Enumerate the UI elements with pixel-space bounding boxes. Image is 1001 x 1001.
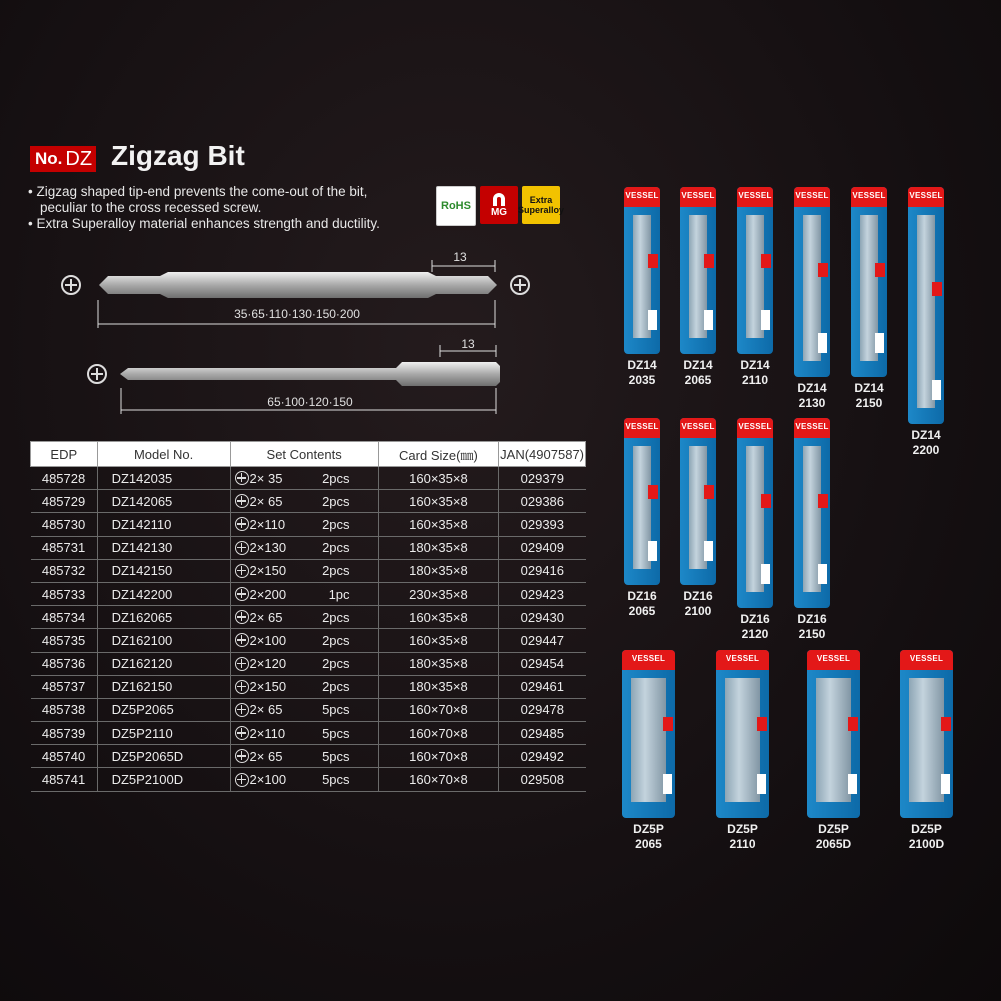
package-label <box>841 381 897 411</box>
set-spec: 2× 65 <box>249 702 283 718</box>
package-size: 2200 <box>912 443 940 457</box>
set-cell <box>230 698 378 721</box>
table-row <box>31 467 586 490</box>
model-cell: DZ142200 <box>97 582 230 605</box>
set-cell <box>230 722 378 745</box>
card-cell: 160×70×8 <box>378 698 499 721</box>
brand-label: VESSEL <box>625 422 659 431</box>
phillips-icon <box>235 564 249 578</box>
package-series: DZ14 <box>740 358 770 372</box>
set-spec: 2×110 <box>249 725 286 741</box>
package-size: 2120 <box>741 627 769 641</box>
card-cell: 160×35×8 <box>378 467 499 490</box>
table-row <box>31 536 586 559</box>
set-pcs: 2pcs <box>322 470 350 486</box>
card-cell: 160×70×8 <box>378 722 499 745</box>
set-spec: 2×100 <box>249 632 287 648</box>
package-label <box>670 589 726 619</box>
product-package <box>900 650 953 818</box>
spec-table <box>30 441 586 792</box>
phillips-icon <box>235 494 249 508</box>
set-spec: 2×130 <box>249 540 287 556</box>
package-window <box>725 678 760 802</box>
package-series: DZ16 <box>740 612 770 626</box>
package-size: 2110 <box>729 837 756 851</box>
set-pcs: 2pcs <box>322 540 350 556</box>
col-jan: JAN(4907587) <box>499 442 586 467</box>
package-series: DZ14 <box>797 381 827 395</box>
set-cell <box>230 513 378 536</box>
card-cell: 180×35×8 <box>378 559 499 582</box>
feature-line: peculiar to the cross recessed screw. <box>40 200 262 215</box>
edp-cell: 485735 <box>31 629 98 652</box>
package-label <box>727 358 783 388</box>
phillips-icon <box>235 703 249 717</box>
set-spec: 2×100 <box>249 772 287 788</box>
phillips-icon <box>235 633 249 647</box>
phillips-icon <box>235 726 249 740</box>
model-cell: DZ162065 <box>97 606 230 629</box>
package-series: DZ14 <box>911 428 941 442</box>
package-size: 2100 <box>684 604 712 618</box>
table-row <box>31 722 586 745</box>
set-pcs: 2pcs <box>322 632 350 648</box>
table-row <box>31 513 586 536</box>
set-spec: 2×200 <box>249 586 287 602</box>
dim-13-top: 13 <box>453 250 467 264</box>
package-series: DZ16 <box>797 612 827 626</box>
product-package <box>622 650 675 818</box>
product-package <box>716 650 769 818</box>
table-row <box>31 652 586 675</box>
package-size: 2130 <box>798 396 826 410</box>
set-cell <box>230 675 378 698</box>
table-row <box>31 606 586 629</box>
set-cell <box>230 745 378 768</box>
jan-cell: 029461 <box>499 675 586 698</box>
set-cell <box>230 652 378 675</box>
set-cell <box>230 582 378 605</box>
model-cell: DZ5P2065D <box>97 745 230 768</box>
package-window <box>631 678 666 802</box>
package-series: DZ16 <box>683 589 713 603</box>
page-title: Zigzag Bit <box>111 140 245 171</box>
brand-label: VESSEL <box>909 191 943 200</box>
card-cell: 160×35×8 <box>378 513 499 536</box>
package-size: 2150 <box>798 627 826 641</box>
set-pcs: 2pcs <box>322 656 350 672</box>
table-row <box>31 559 586 582</box>
model-cell: DZ142035 <box>97 467 230 490</box>
magnet-badge-label: MG <box>490 206 508 218</box>
col-model: Model No. <box>97 442 230 467</box>
product-package <box>794 187 830 377</box>
jan-cell: 029393 <box>499 513 586 536</box>
brand-label: VESSEL <box>738 422 772 431</box>
jan-cell: 029386 <box>499 490 586 513</box>
set-spec: 2×110 <box>249 516 286 532</box>
edp-cell: 485737 <box>31 675 98 698</box>
set-spec: 2× 65 <box>249 748 283 764</box>
jan-cell: 029492 <box>499 745 586 768</box>
set-cell <box>230 768 378 791</box>
set-pcs: 1pc <box>328 586 350 602</box>
package-series: DZ14 <box>683 358 713 372</box>
phillips-icon <box>235 657 249 671</box>
table-row <box>31 582 586 605</box>
package-label <box>784 381 840 411</box>
set-cell <box>230 490 378 513</box>
set-pcs: 5pcs <box>322 725 350 741</box>
set-spec: 2×150 <box>249 563 287 579</box>
model-cell: DZ142065 <box>97 490 230 513</box>
edp-cell: 485731 <box>31 536 98 559</box>
double-end-bit <box>62 250 529 328</box>
col-set: Set Contents <box>230 442 378 467</box>
set-pcs: 2pcs <box>322 493 350 509</box>
product-package <box>680 187 716 354</box>
package-label <box>784 612 840 642</box>
set-pcs: 5pcs <box>322 702 350 718</box>
phillips-icon <box>235 471 249 485</box>
product-package <box>624 418 660 585</box>
edp-cell: 485736 <box>31 652 98 675</box>
set-cell <box>230 559 378 582</box>
phillips-icon <box>235 587 249 601</box>
phillips-icon <box>235 773 249 787</box>
jan-cell: 029423 <box>499 582 586 605</box>
package-label <box>898 428 954 458</box>
set-pcs: 5pcs <box>322 772 350 788</box>
jan-cell: 029409 <box>499 536 586 559</box>
model-cell: DZ5P2065 <box>97 698 230 721</box>
edp-cell: 485734 <box>31 606 98 629</box>
edp-cell: 485732 <box>31 559 98 582</box>
table-header-row <box>31 442 586 467</box>
package-window <box>816 678 851 802</box>
brand-label: VESSEL <box>909 654 944 663</box>
product-package <box>737 187 773 354</box>
edp-cell: 485741 <box>31 768 98 791</box>
package-series: DZ14 <box>627 358 657 372</box>
jan-cell: 029485 <box>499 722 586 745</box>
set-pcs: 2pcs <box>322 563 350 579</box>
package-label <box>612 822 685 852</box>
set-pcs: 5pcs <box>322 748 350 764</box>
set-cell <box>230 467 378 490</box>
package-size: 2150 <box>855 396 883 410</box>
brand-label: VESSEL <box>631 654 666 663</box>
product-package <box>737 418 773 608</box>
phillips-icon <box>235 749 249 763</box>
package-size: 2100D <box>908 837 945 851</box>
package-label <box>614 358 670 388</box>
feature-line: • Extra Superalloy material enhances strength and ductility. <box>28 216 380 231</box>
edp-cell: 485739 <box>31 722 98 745</box>
set-spec: 2×150 <box>249 679 287 695</box>
card-cell: 180×35×8 <box>378 675 499 698</box>
product-package <box>908 187 944 424</box>
model-cell: DZ142110 <box>97 513 230 536</box>
edp-cell: 485730 <box>31 513 98 536</box>
card-cell: 160×35×8 <box>378 490 499 513</box>
edp-cell: 485738 <box>31 698 98 721</box>
model-cell: DZ5P2110 <box>97 722 230 745</box>
edp-cell: 485729 <box>31 490 98 513</box>
brand-label: VESSEL <box>681 422 715 431</box>
brand-label: VESSEL <box>738 191 772 200</box>
card-cell: 160×70×8 <box>378 745 499 768</box>
package-series: DZ5P <box>727 822 758 836</box>
package-size: 2065 <box>635 837 662 851</box>
package-series: DZ16 <box>627 589 657 603</box>
package-size: 2065 <box>628 604 656 618</box>
table-row <box>31 698 586 721</box>
set-spec: 2× 35 <box>249 470 283 486</box>
jan-cell: 029447 <box>499 629 586 652</box>
dim-bottom-lengths: 65·100·120·150 <box>267 395 353 409</box>
model-cell: DZ162100 <box>97 629 230 652</box>
brand-label: VESSEL <box>852 191 886 200</box>
model-cell: DZ162150 <box>97 675 230 698</box>
brand-label: VESSEL <box>795 191 829 200</box>
col-card: Card Size(㎜) <box>378 442 499 467</box>
jan-cell: 029379 <box>499 467 586 490</box>
model-cell: DZ162120 <box>97 652 230 675</box>
package-label <box>706 822 779 852</box>
card-cell: 230×35×8 <box>378 582 499 605</box>
table-row <box>31 629 586 652</box>
model-cell: DZ5P2100D <box>97 768 230 791</box>
brand-label: VESSEL <box>681 191 715 200</box>
product-package <box>680 418 716 585</box>
package-label <box>797 822 870 852</box>
set-cell <box>230 629 378 652</box>
edp-cell: 485733 <box>31 582 98 605</box>
package-window <box>909 678 944 802</box>
feature-line: • Zigzag shaped tip-end prevents the come-out of the bit, <box>28 184 368 199</box>
superalloy-badge: Extra Superalloy <box>522 186 560 224</box>
dim-13-bottom: 13 <box>461 337 475 351</box>
jan-cell: 029508 <box>499 768 586 791</box>
set-pcs: 2pcs <box>322 609 350 625</box>
package-series: DZ14 <box>854 381 884 395</box>
card-cell: 180×35×8 <box>378 536 499 559</box>
model-cell: DZ142150 <box>97 559 230 582</box>
product-package <box>851 187 887 377</box>
edp-cell: 485740 <box>31 745 98 768</box>
set-pcs: 2pcs <box>322 516 350 532</box>
card-cell: 160×35×8 <box>378 606 499 629</box>
table-row <box>31 768 586 791</box>
product-package <box>807 650 860 818</box>
dim-top-lengths: 35·65·110·130·150·200 <box>234 307 360 321</box>
rohs-badge: RoHS <box>436 186 476 226</box>
package-series: DZ5P <box>818 822 849 836</box>
jan-cell: 029454 <box>499 652 586 675</box>
phillips-icon <box>235 610 249 624</box>
package-label <box>670 358 726 388</box>
badge-no-label: No. <box>30 146 64 172</box>
card-cell: 160×70×8 <box>378 768 499 791</box>
package-series: DZ5P <box>633 822 664 836</box>
brand-label: VESSEL <box>816 654 851 663</box>
set-cell <box>230 606 378 629</box>
jan-cell: 029478 <box>499 698 586 721</box>
model-cell: DZ142130 <box>97 536 230 559</box>
package-size: 2110 <box>741 373 769 387</box>
card-cell: 180×35×8 <box>378 652 499 675</box>
set-pcs: 2pcs <box>322 679 350 695</box>
brand-label: VESSEL <box>625 191 659 200</box>
package-label <box>890 822 963 852</box>
badge-code: DZ <box>64 146 96 172</box>
col-edp: EDP <box>31 442 98 467</box>
table-row <box>31 675 586 698</box>
phillips-icon <box>235 541 249 555</box>
bit-diagram <box>0 0 600 440</box>
edp-cell: 485728 <box>31 467 98 490</box>
set-cell <box>230 536 378 559</box>
table-row <box>31 490 586 513</box>
package-label <box>614 589 670 619</box>
package-series: DZ5P <box>911 822 942 836</box>
brand-label: VESSEL <box>795 422 829 431</box>
jan-cell: 029430 <box>499 606 586 629</box>
set-spec: 2×120 <box>249 656 287 672</box>
product-package <box>794 418 830 608</box>
set-spec: 2× 65 <box>249 493 283 509</box>
package-size: 2035 <box>628 373 656 387</box>
phillips-icon <box>235 517 249 531</box>
package-size: 2065D <box>815 837 852 851</box>
card-cell: 160×35×8 <box>378 629 499 652</box>
phillips-icon <box>235 680 249 694</box>
package-size: 2065 <box>684 373 712 387</box>
package-label <box>727 612 783 642</box>
set-spec: 2× 65 <box>249 609 283 625</box>
product-package <box>624 187 660 354</box>
table-row <box>31 745 586 768</box>
single-end-bit <box>88 337 500 414</box>
brand-label: VESSEL <box>725 654 760 663</box>
jan-cell: 029416 <box>499 559 586 582</box>
